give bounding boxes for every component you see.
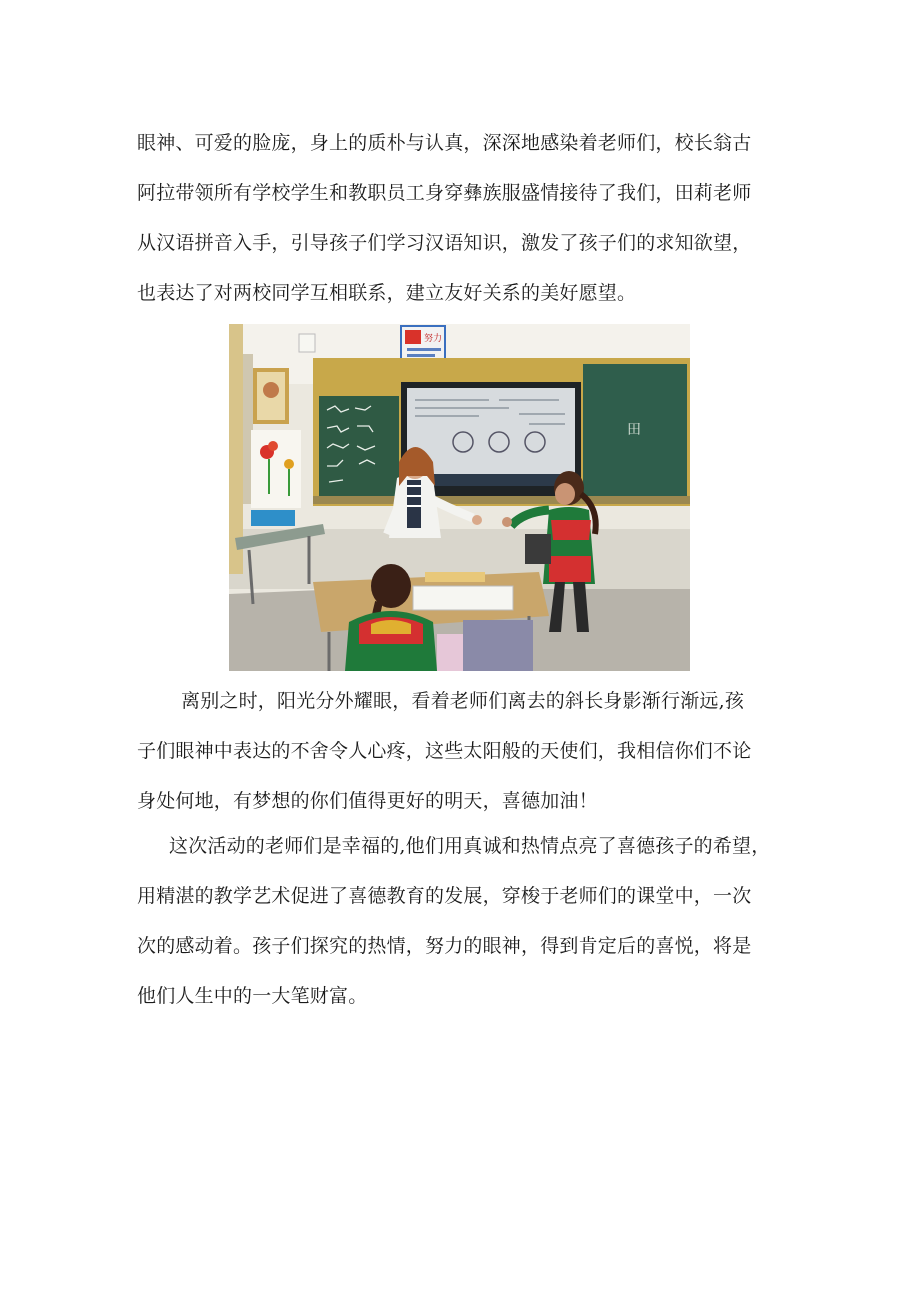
paragraph-line: 身处何地，有梦想的你们值得更好的明天，喜德加油！	[137, 790, 598, 812]
paragraph-conclusion	[137, 837, 797, 1037]
paragraph-line: 也表达了对两校同学互相联系，建立友好关系的美好愿望。	[137, 282, 637, 304]
board-text: 田	[627, 422, 641, 438]
paragraph-farewell	[137, 692, 797, 842]
paragraph-line: 阿拉带领所有学校学生和教职员工身穿彝族服盛情接待了我们，田莉老师	[137, 182, 752, 204]
paragraph-welcome	[137, 134, 797, 334]
paragraph-line: 次的感动着。孩子们探究的热情，努力的眼神，得到肯定后的喜悦，将是	[137, 935, 752, 957]
paragraph-line: 他们人生中的一大笔财富。	[137, 985, 368, 1007]
paragraph-line: 用精湛的教学艺术促进了喜德教育的发展，穿梭于老师们的课堂中，一次	[137, 885, 752, 907]
paragraph-line: 离别之时，阳光分外耀眼，看着老师们离去的斜长身影渐行渐远,孩	[181, 690, 745, 712]
paragraph-line: 子们眼神中表达的不舍令人心疼，这些太阳般的天使们，我相信你们不论	[137, 740, 752, 762]
classroom-photo	[229, 324, 690, 671]
paragraph-line: 眼神、可爱的脸庞，身上的质朴与认真，深深地感染着老师们，校长翁古	[137, 132, 752, 154]
paragraph-line: 从汉语拼音入手，引导孩子们学习汉语知识，激发了孩子们的求知欲望，	[137, 232, 752, 254]
paragraph-line: 这次活动的老师们是幸福的,他们用真诚和热情点亮了喜德孩子的希望，	[169, 835, 771, 857]
poster-text: 努力	[424, 334, 443, 344]
